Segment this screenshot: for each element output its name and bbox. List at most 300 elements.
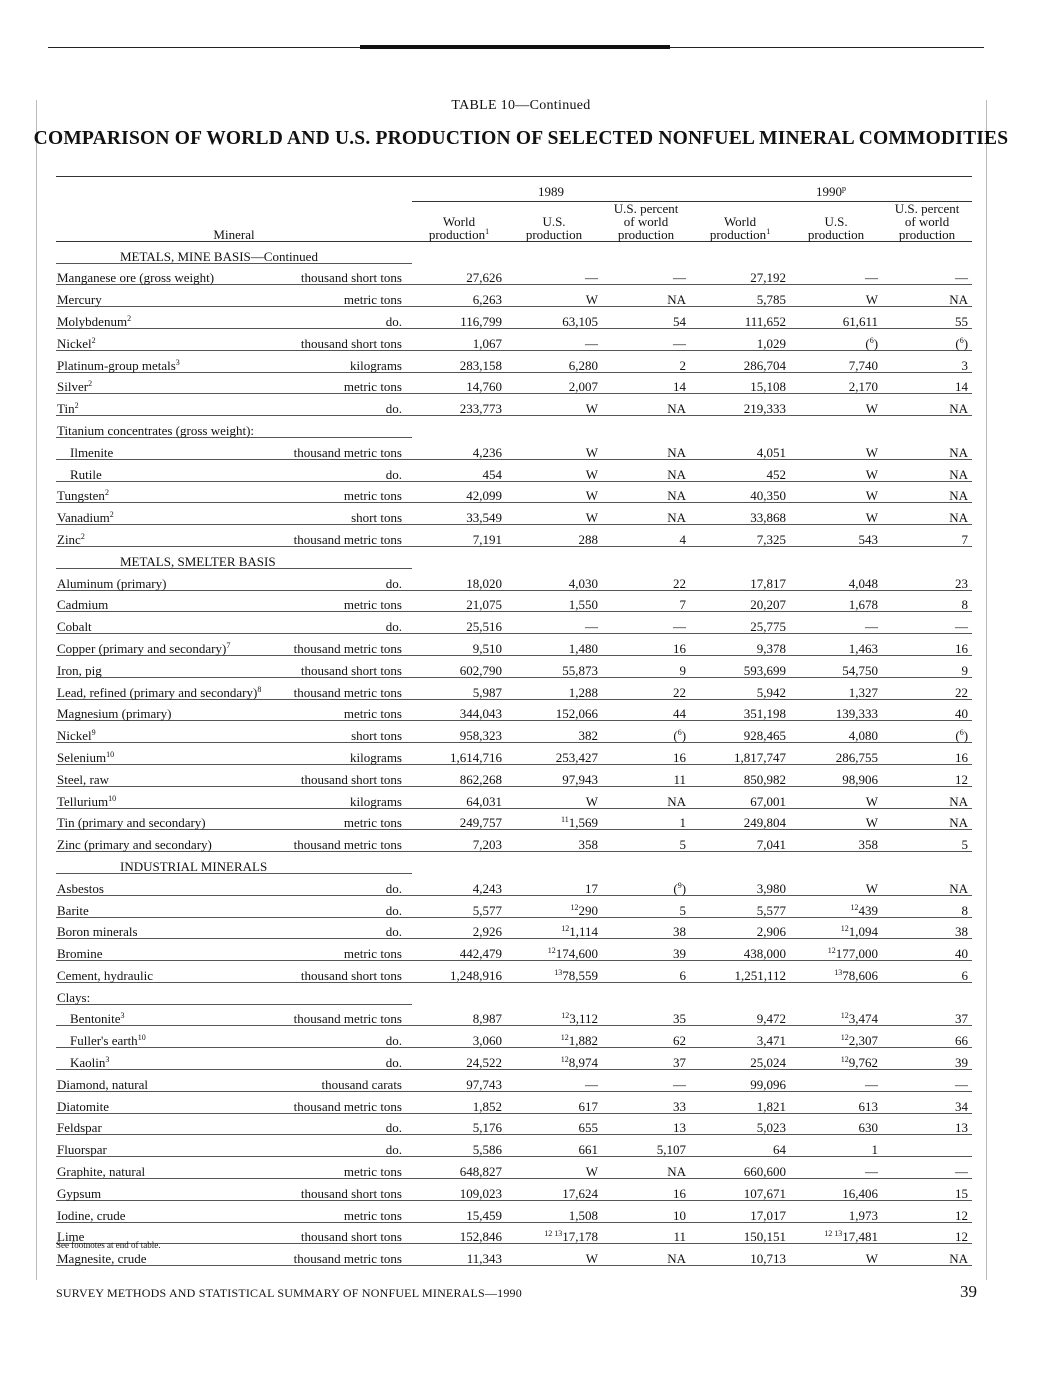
mineral-name-cell bbox=[56, 895, 292, 917]
value-text: 174,600 bbox=[555, 946, 598, 962]
value-cell: 8 bbox=[882, 590, 972, 612]
value-cell: 37 bbox=[602, 1048, 690, 1070]
unit-cell: thousand metric tons bbox=[292, 1004, 412, 1026]
year-1990-header bbox=[690, 177, 972, 202]
group-spacer bbox=[690, 982, 790, 1004]
value-cell: 1 bbox=[602, 808, 690, 830]
footnote-marker: 3 bbox=[105, 1055, 110, 1065]
value-cell: 7,203 bbox=[412, 830, 506, 852]
table-row bbox=[56, 830, 972, 852]
mineral-name: Selenium bbox=[57, 749, 107, 765]
value-cell: NA bbox=[602, 1244, 690, 1266]
value-cell: 54 bbox=[602, 307, 690, 329]
value-cell: 9,510 bbox=[412, 634, 506, 656]
value-cell: 382 bbox=[506, 721, 602, 743]
world-header-label: World bbox=[723, 213, 757, 229]
table-row bbox=[56, 721, 972, 743]
section-heading: INDUSTRIAL MINERALS bbox=[56, 852, 412, 874]
value-cell: NA bbox=[602, 285, 690, 307]
group-row bbox=[56, 982, 972, 1004]
table-row bbox=[56, 394, 972, 416]
value-cell: 107,671 bbox=[690, 1179, 790, 1201]
mineral-name: Copper (primary and secondary) bbox=[57, 640, 227, 656]
value-cell: 14 bbox=[602, 372, 690, 394]
value-cell: 7 bbox=[602, 590, 690, 612]
value-cell: 11 bbox=[602, 1222, 690, 1244]
value-cell: 630 bbox=[790, 1113, 882, 1135]
footnote-marker: 9 bbox=[677, 880, 682, 890]
footnote-marker: 12 13 bbox=[824, 1229, 843, 1239]
table-row bbox=[56, 372, 972, 394]
value-cell: 12 bbox=[882, 764, 972, 786]
value-cell: 1,251,112 bbox=[690, 961, 790, 983]
value-cell: 4 bbox=[602, 525, 690, 547]
unit-cell: thousand short tons bbox=[292, 764, 412, 786]
unit-cell: metric tons bbox=[292, 590, 412, 612]
value-cell: 7,041 bbox=[690, 830, 790, 852]
group-spacer bbox=[790, 416, 882, 438]
mineral-name: Barite bbox=[57, 902, 89, 918]
footnote-marker: 12 bbox=[827, 946, 836, 956]
value-cell bbox=[790, 1048, 882, 1070]
value-cell: 5,176 bbox=[412, 1113, 506, 1135]
value-cell: 10 bbox=[602, 1200, 690, 1222]
value-cell: 442,479 bbox=[412, 939, 506, 961]
value-cell bbox=[790, 1222, 882, 1244]
table-row bbox=[56, 1026, 972, 1048]
table-row bbox=[56, 699, 972, 721]
value-cell: 33,868 bbox=[690, 503, 790, 525]
footnote-marker: 13 bbox=[834, 967, 843, 977]
footnote-marker: 12 bbox=[840, 1055, 849, 1065]
value-cell: 5,577 bbox=[412, 895, 506, 917]
value-cell bbox=[506, 939, 602, 961]
production-header-label: production bbox=[525, 226, 583, 242]
mineral-name-cell bbox=[56, 699, 292, 721]
value-cell: 63,105 bbox=[506, 307, 602, 329]
value-cell: NA bbox=[602, 1157, 690, 1179]
value-cell: 23 bbox=[882, 568, 972, 590]
table-row bbox=[56, 1113, 972, 1135]
unit-cell: do. bbox=[292, 873, 412, 895]
mineral-name: Ilmenite bbox=[70, 444, 114, 460]
mineral-name-cell bbox=[56, 394, 292, 416]
value-cell: 33,549 bbox=[412, 503, 506, 525]
footnote-marker: 6 bbox=[869, 335, 874, 345]
value-cell: 22 bbox=[602, 677, 690, 699]
mineral-name-cell bbox=[56, 1113, 292, 1135]
group-row bbox=[56, 416, 972, 438]
value-cell: 543 bbox=[790, 525, 882, 547]
section-row bbox=[56, 546, 972, 568]
value-cell: — bbox=[602, 263, 690, 285]
value-cell: 20,207 bbox=[690, 590, 790, 612]
value-cell: 97,743 bbox=[412, 1070, 506, 1092]
mineral-name: Nickel bbox=[57, 728, 92, 744]
unit-cell: kilograms bbox=[292, 350, 412, 372]
value-cell: 351,198 bbox=[690, 699, 790, 721]
value-cell: W bbox=[790, 873, 882, 895]
value-cell: 11,343 bbox=[412, 1244, 506, 1266]
value-cell: 862,268 bbox=[412, 764, 506, 786]
value-cell bbox=[790, 917, 882, 939]
value-cell: 1,508 bbox=[506, 1200, 602, 1222]
group-spacer bbox=[506, 982, 602, 1004]
table-row bbox=[56, 655, 972, 677]
value-text: 78,559 bbox=[562, 967, 598, 983]
us-percent-1990-header bbox=[882, 201, 972, 241]
value-cell: 660,600 bbox=[690, 1157, 790, 1179]
value-cell: 39 bbox=[882, 1048, 972, 1070]
value-cell: NA bbox=[882, 285, 972, 307]
value-cell: W bbox=[506, 481, 602, 503]
value-cell bbox=[790, 1004, 882, 1026]
value-cell: NA bbox=[882, 459, 972, 481]
value-cell: 2,906 bbox=[690, 917, 790, 939]
footnote-marker: 13 bbox=[554, 967, 563, 977]
value-cell: W bbox=[506, 786, 602, 808]
mineral-name-cell bbox=[56, 350, 292, 372]
value-cell: 5 bbox=[602, 830, 690, 852]
pct-header-line3: production bbox=[898, 226, 956, 242]
value-cell: 55,873 bbox=[506, 655, 602, 677]
mineral-name: Feldspar bbox=[57, 1120, 102, 1136]
production-header-label: production bbox=[709, 226, 767, 242]
value-cell: 111,652 bbox=[690, 307, 790, 329]
footnote-marker: 12 bbox=[840, 1033, 849, 1043]
mineral-name: Silver bbox=[57, 379, 89, 395]
footnote-marker: 2 bbox=[91, 335, 96, 345]
table-row bbox=[56, 1222, 972, 1244]
table-row bbox=[56, 939, 972, 961]
value-cell: 62 bbox=[602, 1026, 690, 1048]
value-cell: NA bbox=[602, 481, 690, 503]
value-cell: 5 bbox=[602, 895, 690, 917]
table-row bbox=[56, 1004, 972, 1026]
value-cell: 4,236 bbox=[412, 437, 506, 459]
value-cell: — bbox=[882, 1070, 972, 1092]
mineral-name: Nickel bbox=[57, 335, 92, 351]
value-cell: W bbox=[506, 1244, 602, 1266]
footnote-marker: 3 bbox=[175, 357, 180, 367]
table-row bbox=[56, 961, 972, 983]
value-cell: 1,973 bbox=[790, 1200, 882, 1222]
value-cell: — bbox=[506, 1070, 602, 1092]
group-spacer bbox=[790, 982, 882, 1004]
footnote-marker: 12 13 bbox=[544, 1229, 563, 1239]
footnote-marker: 7 bbox=[226, 640, 231, 650]
value-cell: 613 bbox=[790, 1091, 882, 1113]
year-1990-label: 1990 bbox=[816, 183, 843, 199]
mineral-name: Bentonite bbox=[70, 1011, 121, 1027]
value-cell: 25,516 bbox=[412, 612, 506, 634]
mineral-name: Rutile bbox=[70, 466, 102, 482]
us-production-1989-header bbox=[506, 201, 602, 241]
value-text: 2,307 bbox=[848, 1033, 879, 1049]
value-cell: 40,350 bbox=[690, 481, 790, 503]
value-cell bbox=[506, 1222, 602, 1244]
value-cell: 7,740 bbox=[790, 350, 882, 372]
value-cell: 6,263 bbox=[412, 285, 506, 307]
mineral-name-cell bbox=[56, 721, 292, 743]
value-cell: 16 bbox=[882, 634, 972, 656]
value-cell: 286,704 bbox=[690, 350, 790, 372]
footnote-marker: 12 bbox=[561, 1011, 570, 1021]
table-row bbox=[56, 1070, 972, 1092]
unit-cell: thousand short tons bbox=[292, 1222, 412, 1244]
world-production-1989-header bbox=[412, 201, 506, 241]
group-spacer bbox=[882, 416, 972, 438]
value-cell: 97,943 bbox=[506, 764, 602, 786]
value-cell: 17,624 bbox=[506, 1179, 602, 1201]
value-cell: 54,750 bbox=[790, 655, 882, 677]
unit-cell: do. bbox=[292, 307, 412, 329]
value-cell bbox=[790, 895, 882, 917]
value-cell: 5,577 bbox=[690, 895, 790, 917]
value-cell: 17,017 bbox=[690, 1200, 790, 1222]
unit-cell: do. bbox=[292, 1026, 412, 1048]
value-cell: 17 bbox=[506, 873, 602, 895]
value-cell: 116,799 bbox=[412, 307, 506, 329]
pct-header-line2: of world bbox=[623, 213, 669, 229]
value-cell: 219,333 bbox=[690, 394, 790, 416]
footnote-marker: 12 bbox=[561, 924, 570, 934]
pct-header-line3: production bbox=[617, 226, 675, 242]
unit-cell: thousand short tons bbox=[292, 328, 412, 350]
value-cell: 14 bbox=[882, 372, 972, 394]
mineral-name: Steel, raw bbox=[57, 771, 109, 787]
group-spacer bbox=[602, 982, 690, 1004]
unit-cell: thousand short tons bbox=[292, 961, 412, 983]
value-cell: — bbox=[790, 612, 882, 634]
value-cell: NA bbox=[882, 394, 972, 416]
value-cell: 850,982 bbox=[690, 764, 790, 786]
mineral-name: Molybdenum bbox=[57, 313, 128, 329]
value-cell: 64,031 bbox=[412, 786, 506, 808]
unit-cell: metric tons bbox=[292, 372, 412, 394]
table-row bbox=[56, 459, 972, 481]
mineral-name-cell bbox=[56, 939, 292, 961]
value-cell: NA bbox=[882, 873, 972, 895]
value-cell: 249,757 bbox=[412, 808, 506, 830]
table-row bbox=[56, 612, 972, 634]
value-cell bbox=[790, 1026, 882, 1048]
footnote-marker: 12 bbox=[560, 1033, 569, 1043]
unit-cell: thousand short tons bbox=[292, 655, 412, 677]
unit-cell: thousand metric tons bbox=[292, 525, 412, 547]
value-cell: W bbox=[790, 285, 882, 307]
value-cell: 438,000 bbox=[690, 939, 790, 961]
value-cell: NA bbox=[602, 786, 690, 808]
value-cell: 1,029 bbox=[690, 328, 790, 350]
mineral-name-cell bbox=[56, 677, 292, 699]
value-cell: 1,463 bbox=[790, 634, 882, 656]
mineral-name: Iron, pig bbox=[57, 662, 102, 678]
value-cell: 66 bbox=[882, 1026, 972, 1048]
value-text: 439 bbox=[858, 902, 879, 918]
value-cell: 1,614,716 bbox=[412, 743, 506, 765]
table-row bbox=[56, 1200, 972, 1222]
value-cell: NA bbox=[602, 394, 690, 416]
value-cell: — bbox=[602, 612, 690, 634]
mineral-name-cell bbox=[56, 634, 292, 656]
unit-cell: metric tons bbox=[292, 1157, 412, 1179]
value-text: 3,112 bbox=[569, 1011, 598, 1027]
table-row bbox=[56, 1135, 972, 1157]
section-row bbox=[56, 852, 972, 874]
table-body bbox=[56, 241, 972, 1265]
year-1989-label: 1989 bbox=[538, 183, 565, 199]
value-text: 1,114 bbox=[569, 924, 598, 940]
footnote-marker: 2 bbox=[109, 510, 114, 520]
value-cell: 1,821 bbox=[690, 1091, 790, 1113]
production-header-label: production bbox=[807, 226, 865, 242]
value-cell: 9,378 bbox=[690, 634, 790, 656]
mineral-name-cell bbox=[56, 1135, 292, 1157]
mineral-name: Kaolin bbox=[70, 1055, 106, 1071]
footnote-marker: 6 bbox=[959, 728, 964, 738]
year-1990-sup: p bbox=[842, 183, 847, 193]
value-cell: 16 bbox=[602, 634, 690, 656]
value-cell: NA bbox=[882, 786, 972, 808]
mineral-name: Bromine bbox=[57, 946, 103, 962]
mineral-name-cell bbox=[56, 961, 292, 983]
value-cell bbox=[506, 808, 602, 830]
value-cell: 39 bbox=[602, 939, 690, 961]
page-number: 39 bbox=[960, 1282, 977, 1301]
mineral-name: Fuller's earth bbox=[70, 1033, 138, 1049]
mineral-name: Aluminum (primary) bbox=[57, 575, 167, 591]
group-spacer bbox=[506, 416, 602, 438]
value-cell: 3,060 bbox=[412, 1026, 506, 1048]
value-cell: 2,926 bbox=[412, 917, 506, 939]
year-1989-header bbox=[412, 177, 690, 202]
value-cell: 16 bbox=[602, 743, 690, 765]
value-cell: 12 bbox=[882, 1222, 972, 1244]
value-cell: 358 bbox=[790, 830, 882, 852]
unit-cell: metric tons bbox=[292, 939, 412, 961]
mineral-name-cell bbox=[56, 764, 292, 786]
value-cell: 6,280 bbox=[506, 350, 602, 372]
mineral-name: Platinum-group metals bbox=[57, 357, 176, 373]
value-cell: 16,406 bbox=[790, 1179, 882, 1201]
footnote-marker: 6 bbox=[677, 728, 682, 738]
mineral-header-label: Mineral bbox=[213, 226, 255, 242]
unit-cell: kilograms bbox=[292, 743, 412, 765]
table-header bbox=[56, 177, 972, 242]
value-cell: 8,987 bbox=[412, 1004, 506, 1026]
unit-cell: do. bbox=[292, 459, 412, 481]
footnote-marker: 2 bbox=[127, 313, 132, 323]
value-cell bbox=[506, 917, 602, 939]
mineral-name-cell bbox=[56, 503, 292, 525]
value-cell: — bbox=[790, 263, 882, 285]
value-cell: W bbox=[506, 285, 602, 307]
mineral-name-cell bbox=[56, 568, 292, 590]
value-cell: 21,075 bbox=[412, 590, 506, 612]
pct-header-line1: U.S. percent bbox=[894, 200, 960, 216]
us-production-1990-header bbox=[790, 201, 882, 241]
value-cell: 98,906 bbox=[790, 764, 882, 786]
world-header-label: World bbox=[442, 213, 476, 229]
value-text: 3,474 bbox=[848, 1011, 879, 1027]
mineral-name-cell bbox=[56, 590, 292, 612]
value-cell: 928,465 bbox=[690, 721, 790, 743]
comparison-table bbox=[56, 176, 972, 1266]
mineral-name-cell bbox=[56, 1026, 292, 1048]
value-cell: W bbox=[506, 1157, 602, 1179]
unit-cell: do. bbox=[292, 612, 412, 634]
value-cell: 3,980 bbox=[690, 873, 790, 895]
value-cell: 61,611 bbox=[790, 307, 882, 329]
footnote-marker: 12 bbox=[850, 902, 859, 912]
table-row bbox=[56, 1048, 972, 1070]
header-spacer bbox=[56, 177, 412, 202]
value-cell: 602,790 bbox=[412, 655, 506, 677]
group-spacer bbox=[412, 416, 506, 438]
mineral-name: Gypsum bbox=[57, 1185, 102, 1201]
value-text: 8,974 bbox=[568, 1055, 598, 1071]
pct-header-line1: U.S. percent bbox=[613, 200, 679, 216]
mineral-name: Diamond, natural bbox=[57, 1076, 148, 1092]
right-margin-rule bbox=[986, 100, 987, 1280]
table-row bbox=[56, 1157, 972, 1179]
value-cell: 1,678 bbox=[790, 590, 882, 612]
unit-cell: thousand metric tons bbox=[292, 437, 412, 459]
value-cell: W bbox=[506, 437, 602, 459]
value-cell bbox=[506, 1004, 602, 1026]
value-cell: 7,191 bbox=[412, 525, 506, 547]
footnote-marker: 2 bbox=[74, 401, 79, 411]
unit-cell: do. bbox=[292, 1048, 412, 1070]
value-cell: NA bbox=[882, 437, 972, 459]
value-cell: 4,030 bbox=[506, 568, 602, 590]
table-row bbox=[56, 1244, 972, 1266]
value-text: 1,882 bbox=[568, 1033, 598, 1049]
value-cell: W bbox=[790, 808, 882, 830]
footnote-marker: 12 bbox=[840, 924, 849, 934]
production-header-label: production bbox=[428, 226, 486, 242]
table-row bbox=[56, 634, 972, 656]
mineral-name-cell bbox=[56, 285, 292, 307]
section-heading: METALS, SMELTER BASIS bbox=[56, 546, 412, 568]
value-text: 78,606 bbox=[842, 967, 879, 983]
value-cell: 5,107 bbox=[602, 1135, 690, 1157]
value-cell: 99,096 bbox=[690, 1070, 790, 1092]
mineral-name-cell bbox=[56, 481, 292, 503]
value-cell: W bbox=[506, 394, 602, 416]
unit-cell: short tons bbox=[292, 503, 412, 525]
value-cell: 5,942 bbox=[690, 677, 790, 699]
mineral-name: Cadmium bbox=[57, 597, 109, 613]
value-cell: W bbox=[790, 503, 882, 525]
value-cell: 6 bbox=[602, 961, 690, 983]
unit-cell: thousand metric tons bbox=[292, 634, 412, 656]
mineral-name-cell bbox=[56, 1157, 292, 1179]
mineral-name-cell bbox=[56, 786, 292, 808]
value-cell: NA bbox=[882, 808, 972, 830]
value-text: 17,178 bbox=[562, 1229, 598, 1245]
mineral-name: Manganese ore (gross weight) bbox=[57, 270, 215, 286]
value-cell: 10,713 bbox=[690, 1244, 790, 1266]
world-header-sup: 1 bbox=[766, 226, 771, 236]
group-spacer bbox=[602, 416, 690, 438]
footnote-marker: 12 bbox=[560, 1055, 569, 1065]
mineral-name-cell bbox=[56, 655, 292, 677]
table-row bbox=[56, 307, 972, 329]
unit-cell: do. bbox=[292, 895, 412, 917]
table-row bbox=[56, 568, 972, 590]
